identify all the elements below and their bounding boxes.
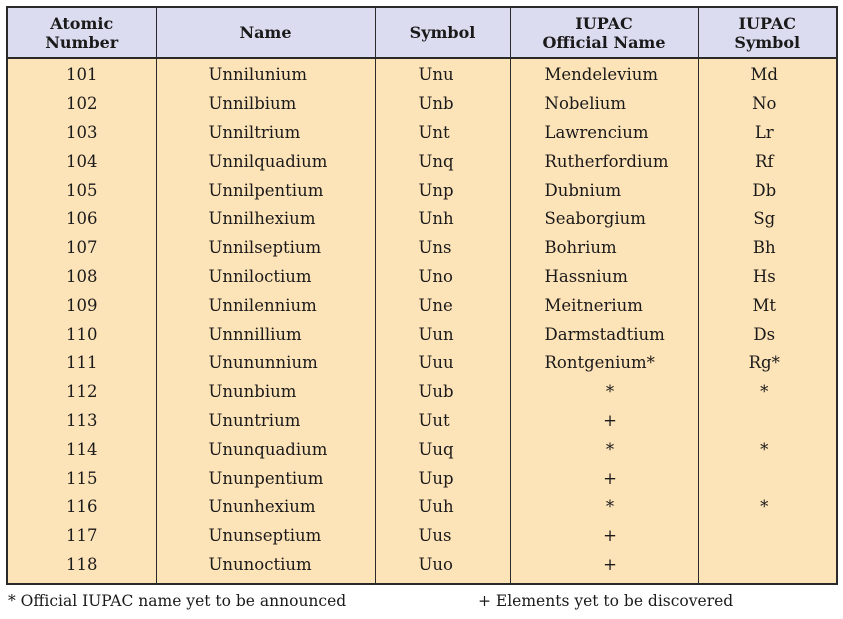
cell-symbol: Unu xyxy=(375,58,510,90)
cell-element-name: Ununhexium xyxy=(156,493,375,522)
cell-iupac-name: Hassnium xyxy=(510,263,698,292)
cell-atomic-number: 112 xyxy=(7,378,156,407)
cell-atomic-number: 109 xyxy=(7,291,156,320)
table-row xyxy=(7,58,837,90)
cell-symbol: Uut xyxy=(375,407,510,436)
cell-iupac-symbol: Ds xyxy=(698,320,837,349)
cell-symbol: Uns xyxy=(375,234,510,263)
cell-atomic-number: 118 xyxy=(7,551,156,585)
cell-atomic-number: 106 xyxy=(7,205,156,234)
cell-iupac-name: + xyxy=(510,522,698,551)
cell-element-name: Unnilpentium xyxy=(156,176,375,205)
header-atomic-number: Atomic Number xyxy=(7,7,156,58)
cell-element-name: Unnilbium xyxy=(156,90,375,119)
cell-iupac-symbol: Rf xyxy=(698,147,837,176)
cell-iupac-name: Lawrencium xyxy=(510,119,698,148)
cell-symbol: Une xyxy=(375,291,510,320)
footnote-iupac-name-pending: * Official IUPAC name yet to be announced xyxy=(8,592,347,610)
cell-iupac-symbol: No xyxy=(698,90,837,119)
cell-symbol: Uup xyxy=(375,464,510,493)
cell-iupac-symbol: * xyxy=(698,435,837,464)
cell-symbol: Unb xyxy=(375,90,510,119)
cell-atomic-number: 107 xyxy=(7,234,156,263)
cell-symbol: Uus xyxy=(375,522,510,551)
table-row xyxy=(7,90,837,119)
table-row xyxy=(7,551,837,585)
table-row xyxy=(7,234,837,263)
cell-element-name: Unnilquadium xyxy=(156,147,375,176)
cell-iupac-symbol: Lr xyxy=(698,119,837,148)
table-row xyxy=(7,378,837,407)
cell-element-name: Unnilennium xyxy=(156,291,375,320)
cell-element-name: Unnilhexium xyxy=(156,205,375,234)
cell-iupac-symbol xyxy=(698,407,837,436)
cell-atomic-number: 104 xyxy=(7,147,156,176)
cell-iupac-symbol: Rg* xyxy=(698,349,837,378)
cell-iupac-name: Rutherfordium xyxy=(510,147,698,176)
cell-symbol: Uun xyxy=(375,320,510,349)
cell-element-name: Unnnillium xyxy=(156,320,375,349)
cell-atomic-number: 102 xyxy=(7,90,156,119)
table-row xyxy=(7,349,837,378)
elements-table xyxy=(6,6,838,585)
elements-table-container xyxy=(6,6,836,585)
table-row xyxy=(7,320,837,349)
header-iupac-official-name: IUPAC Official Name xyxy=(510,7,698,58)
cell-symbol: Unq xyxy=(375,147,510,176)
table-row xyxy=(7,291,837,320)
footnote-undiscovered-elements: + Elements yet to be discovered xyxy=(478,592,734,610)
cell-iupac-name: Meitnerium xyxy=(510,291,698,320)
cell-iupac-symbol: Sg xyxy=(698,205,837,234)
header-name: Name xyxy=(156,7,375,58)
table-row xyxy=(7,493,837,522)
cell-element-name: Unnilseptium xyxy=(156,234,375,263)
table-row xyxy=(7,176,837,205)
cell-iupac-name: Rontgenium* xyxy=(510,349,698,378)
cell-atomic-number: 103 xyxy=(7,119,156,148)
cell-iupac-name: + xyxy=(510,551,698,585)
cell-atomic-number: 113 xyxy=(7,407,156,436)
cell-atomic-number: 111 xyxy=(7,349,156,378)
cell-iupac-name: Seaborgium xyxy=(510,205,698,234)
cell-symbol: Uuh xyxy=(375,493,510,522)
cell-iupac-symbol: * xyxy=(698,493,837,522)
cell-symbol: Uuo xyxy=(375,551,510,585)
cell-atomic-number: 105 xyxy=(7,176,156,205)
cell-iupac-symbol: Hs xyxy=(698,263,837,292)
cell-iupac-name: * xyxy=(510,435,698,464)
table-row xyxy=(7,522,837,551)
cell-iupac-symbol: Bh xyxy=(698,234,837,263)
cell-iupac-symbol: Mt xyxy=(698,291,837,320)
cell-element-name: Unnilunium xyxy=(156,58,375,90)
header-symbol: Symbol xyxy=(375,7,510,58)
cell-symbol: Unh xyxy=(375,205,510,234)
cell-element-name: Ununbium xyxy=(156,378,375,407)
cell-atomic-number: 110 xyxy=(7,320,156,349)
cell-iupac-name: Mendelevium xyxy=(510,58,698,90)
cell-element-name: Unniltrium xyxy=(156,119,375,148)
table-row xyxy=(7,435,837,464)
table-row xyxy=(7,407,837,436)
cell-iupac-name: Darmstadtium xyxy=(510,320,698,349)
table-header xyxy=(7,7,837,58)
cell-iupac-name: * xyxy=(510,378,698,407)
cell-atomic-number: 114 xyxy=(7,435,156,464)
table-row xyxy=(7,205,837,234)
cell-iupac-symbol: Md xyxy=(698,58,837,90)
cell-iupac-symbol xyxy=(698,522,837,551)
cell-element-name: Ununseptium xyxy=(156,522,375,551)
cell-iupac-name: * xyxy=(510,493,698,522)
header-row xyxy=(7,7,837,58)
cell-iupac-symbol xyxy=(698,464,837,493)
table-row xyxy=(7,147,837,176)
cell-symbol: Uuu xyxy=(375,349,510,378)
cell-iupac-name: Bohrium xyxy=(510,234,698,263)
cell-iupac-symbol: * xyxy=(698,378,837,407)
cell-element-name: Unniloctium xyxy=(156,263,375,292)
cell-symbol: Uub xyxy=(375,378,510,407)
cell-iupac-name: Dubnium xyxy=(510,176,698,205)
cell-atomic-number: 116 xyxy=(7,493,156,522)
cell-element-name: Ununoctium xyxy=(156,551,375,585)
cell-symbol: Uuq xyxy=(375,435,510,464)
table-body xyxy=(7,58,837,584)
cell-symbol: Uno xyxy=(375,263,510,292)
cell-atomic-number: 101 xyxy=(7,58,156,90)
header-iupac-symbol: IUPAC Symbol xyxy=(698,7,837,58)
cell-element-name: Ununquadium xyxy=(156,435,375,464)
cell-iupac-symbol: Db xyxy=(698,176,837,205)
table-row xyxy=(7,263,837,292)
cell-atomic-number: 117 xyxy=(7,522,156,551)
cell-symbol: Unp xyxy=(375,176,510,205)
cell-iupac-name: Nobelium xyxy=(510,90,698,119)
cell-atomic-number: 108 xyxy=(7,263,156,292)
cell-atomic-number: 115 xyxy=(7,464,156,493)
table-row xyxy=(7,119,837,148)
cell-iupac-name: + xyxy=(510,464,698,493)
cell-iupac-name: + xyxy=(510,407,698,436)
cell-element-name: Ununtrium xyxy=(156,407,375,436)
cell-element-name: Ununpentium xyxy=(156,464,375,493)
cell-element-name: Unununnium xyxy=(156,349,375,378)
table-row xyxy=(7,464,837,493)
cell-iupac-symbol xyxy=(698,551,837,585)
cell-symbol: Unt xyxy=(375,119,510,148)
